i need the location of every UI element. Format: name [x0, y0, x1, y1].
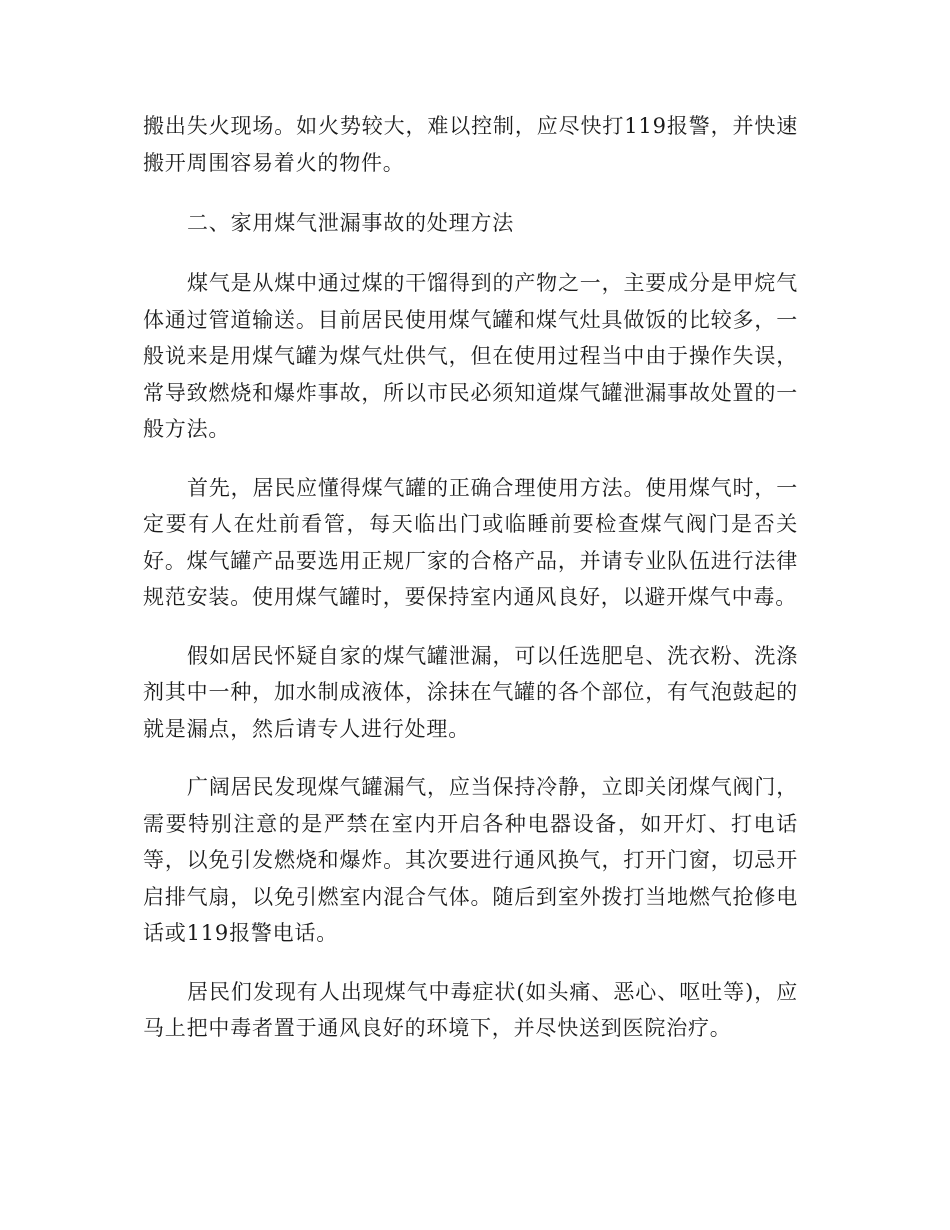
section-heading: 二、家用煤气泄漏事故的处理方法 [187, 211, 514, 235]
paragraph-proper-usage: 首先，居民应懂得煤气罐的正确合理使用方法。使用煤气时，一定要有人在灶前看管，每天临出门或临睡前要检查煤气阀门是否关好。煤气罐产品要选用正规厂家的合格产品，并请专业队伍进行法律规范安装。使用煤气罐时，要保持室内通风良好，以避开煤气中毒。 [143, 475, 798, 609]
document-body [143, 108, 798, 1069]
paragraph-gas-definition: 煤气是从煤中通过煤的干馏得到的产物之一，主要成分是甲烷气体通过管道输送。目前居民使用煤气罐和煤气灶具做饭的比较多，一般说来是用煤气罐为煤气灶供气，但在使用过程当中由于操作失误，常导致燃烧和爆炸事故，所以市民必须知道煤气罐泄漏事故处置的一般方法。 [143, 271, 798, 441]
paragraph-leak-detection: 假如居民怀疑自家的煤气罐泄漏，可以任选肥皂、洗衣粉、洗涤剂其中一种，加水制成液体，涂抹在气罐的各个部位，有气泡鼓起的就是漏点，然后请专人进行处理。 [143, 643, 798, 741]
paragraph-continuation: 搬出失火现场。如火势较大，难以控制，应尽快打119报警，并快速搬开周围容易着火的物件。 [143, 114, 798, 175]
paragraph-leak-response: 广阔居民发现煤气罐漏气，应当保持冷静，立即关闭煤气阀门，需要特别注意的是严禁在室内开启各种电器设备，如开灯、打电话等，以免引发燃烧和爆炸。其次要进行通风换气，打开门窗，切忌开启排气扇，以免引燃室内混合气体。随后到室外拨打当地燃气抢修电话或119报警电话。 [143, 775, 798, 945]
paragraph-poisoning-response: 居民们发现有人出现煤气中毒症状(如头痛、恶心、呕吐等)，应马上把中毒者置于通风良好的环境下，并尽快送到医院治疗。 [143, 979, 798, 1040]
